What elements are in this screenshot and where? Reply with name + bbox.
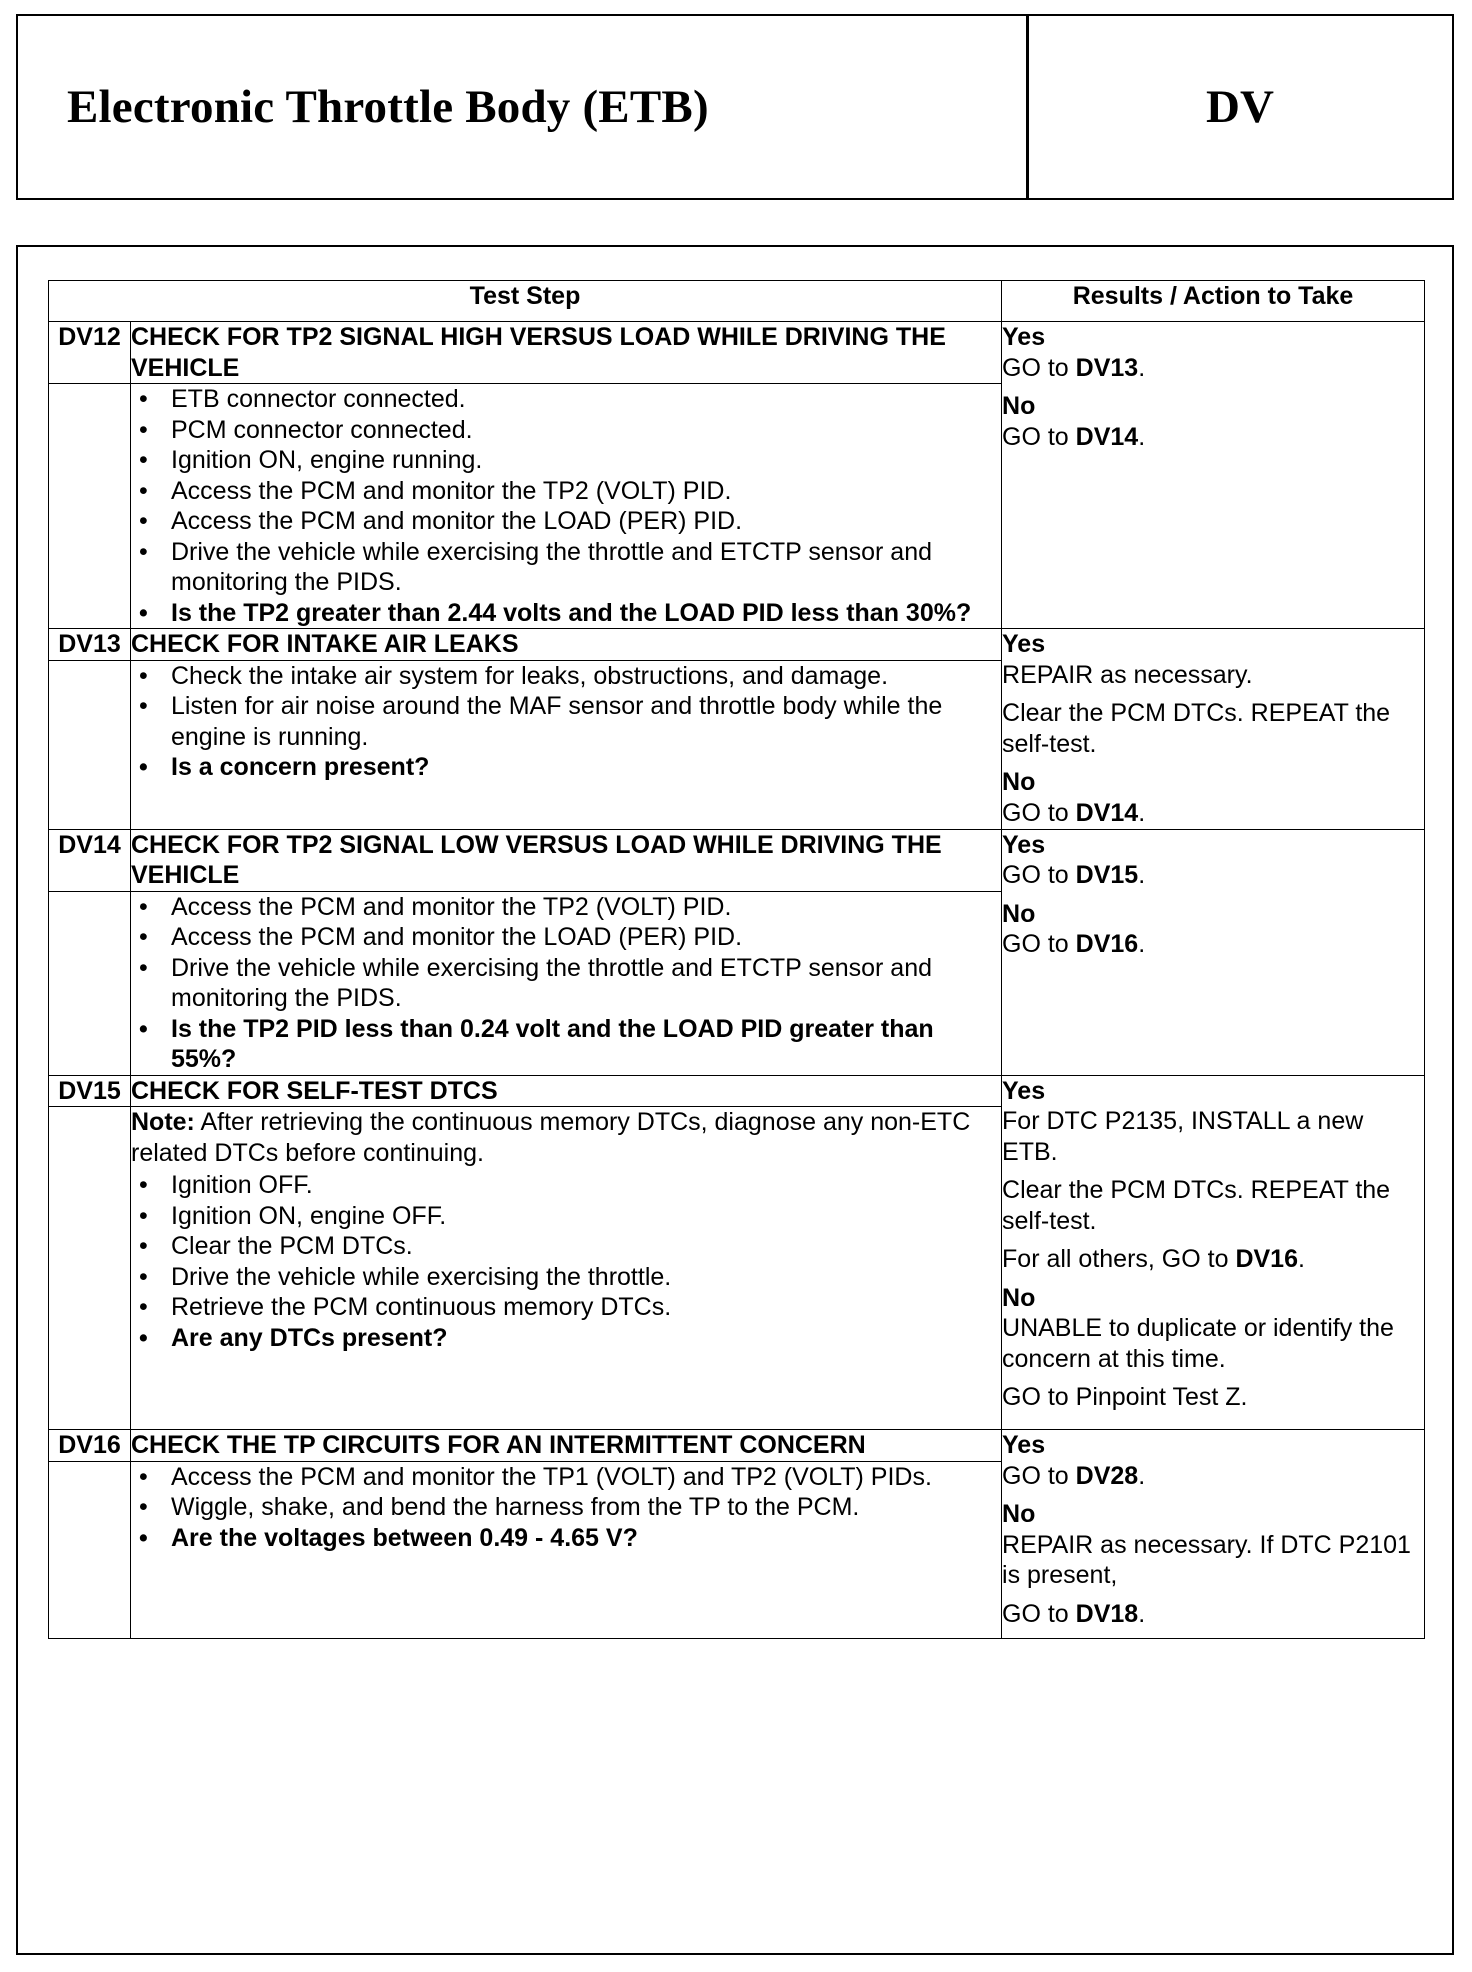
- step-bullet: • Wiggle, shake, and bend the harness from the TP to the PCM.: [131, 1492, 1001, 1523]
- no-label: No: [1002, 899, 1036, 928]
- action-text: For all others, GO to: [1002, 1245, 1236, 1273]
- table-header-row: [49, 281, 1425, 322]
- action-text: GO to: [1002, 422, 1076, 451]
- action-text: REPAIR as necessary. If DTC P2101 is present,: [1002, 1530, 1411, 1589]
- yes-action-line: [1002, 1175, 1424, 1236]
- yes-label: Yes: [1002, 1431, 1046, 1459]
- step-bullet-list: [131, 892, 1001, 1075]
- step-result: [1002, 829, 1425, 1075]
- step-id-spacer: [49, 891, 131, 1075]
- step-bullet: • Ignition OFF.: [131, 1170, 1001, 1201]
- action-text-end: .: [1138, 422, 1146, 451]
- step-bullet: • Access the PCM and monitor the TP2 (VOLT) PID.: [131, 476, 1001, 507]
- step-title-row: [49, 1430, 1425, 1462]
- result-block: [1002, 322, 1424, 452]
- header-box: [16, 14, 1454, 200]
- yes-action-line: [1002, 1244, 1424, 1275]
- step-result: [1002, 1075, 1425, 1430]
- yes-label: Yes: [1002, 630, 1046, 658]
- no-action-line: [1002, 422, 1424, 453]
- step-reference-link[interactable]: DV14: [1075, 422, 1139, 451]
- step-bullet: • Access the PCM and monitor the TP1 (VOLT) and TP2 (VOLT) PIDs.: [131, 1462, 1001, 1493]
- action-text-end: .: [1138, 1599, 1146, 1628]
- step-bullet: • Retrieve the PCM continuous memory DTCs.: [131, 1292, 1001, 1323]
- step-id-spacer: [49, 384, 131, 629]
- action-text: GO to Pinpoint Test Z.: [1002, 1383, 1248, 1411]
- no-label: No: [1002, 392, 1036, 420]
- action-text: UNABLE to duplicate or identify the concern at this time.: [1002, 1314, 1394, 1373]
- step-reference-link[interactable]: DV14: [1075, 798, 1139, 827]
- step-id: DV16: [49, 1430, 131, 1462]
- yes-action-line: [1002, 1461, 1424, 1492]
- yes-action-line: [1002, 860, 1424, 891]
- action-text-end: .: [1138, 930, 1146, 958]
- step-bullet: • Clear the PCM DTCs.: [131, 1231, 1001, 1262]
- test-step-table: [48, 280, 1425, 1639]
- no-action-line: [1002, 1313, 1424, 1374]
- step-question: • Is a concern present?: [131, 752, 1001, 783]
- step-bullet: • PCM connector connected.: [131, 415, 1001, 446]
- action-text: Clear the PCM DTCs. REPEAT the self-test.: [1002, 699, 1391, 758]
- no-action-line: [1002, 929, 1424, 960]
- step-question: • Is the TP2 greater than 2.44 volts and the LOAD PID less than 30%?: [131, 598, 1001, 629]
- action-text: Clear the PCM DTCs. REPEAT the self-test.: [1002, 1176, 1391, 1235]
- no-label: No: [1002, 1283, 1036, 1312]
- step-id-spacer: [49, 1107, 131, 1430]
- yes-label: Yes: [1002, 323, 1046, 351]
- step-bullet-list: [131, 661, 1001, 783]
- step-instructions: [131, 1107, 1002, 1430]
- yes-action-line: [1002, 353, 1424, 384]
- action-text: GO to: [1002, 861, 1076, 889]
- result-block: [1002, 1076, 1424, 1413]
- no-action-line: [1002, 1382, 1424, 1413]
- column-header-test-step: Test Step: [49, 281, 1002, 322]
- result-block: [1002, 1430, 1424, 1629]
- step-id: DV13: [49, 629, 131, 661]
- step-instructions: [131, 660, 1002, 829]
- no-action-line: [1002, 1599, 1424, 1630]
- action-text-end: .: [1138, 798, 1146, 827]
- step-bullet-list: [131, 1170, 1001, 1353]
- yes-action-line: [1002, 660, 1424, 691]
- yes-action-line: [1002, 698, 1424, 759]
- column-header-results: Results / Action to Take: [1002, 281, 1425, 322]
- step-bullet: • ETB connector connected.: [131, 384, 1001, 415]
- step-id-spacer: [49, 660, 131, 829]
- action-text: For DTC P2135, INSTALL a new ETB.: [1002, 1107, 1364, 1166]
- step-id: DV14: [49, 829, 131, 891]
- step-result: [1002, 1430, 1425, 1639]
- step-question: • Is the TP2 PID less than 0.24 volt and the LOAD PID greater than 55%?: [131, 1014, 1001, 1075]
- step-id: DV12: [49, 322, 131, 384]
- step-reference-link[interactable]: DV16: [1075, 930, 1139, 958]
- step-bullet: • Access the PCM and monitor the LOAD (PER) PID.: [131, 922, 1001, 953]
- step-title-row: [49, 322, 1425, 384]
- step-reference-link[interactable]: DV16: [1235, 1245, 1298, 1273]
- step-result: [1002, 629, 1425, 830]
- step-result: [1002, 322, 1425, 629]
- note-label: Note:: [131, 1108, 195, 1136]
- no-action-line: [1002, 798, 1424, 829]
- action-text-end: .: [1138, 353, 1146, 382]
- action-text-end: .: [1138, 1461, 1146, 1490]
- yes-label: Yes: [1002, 1076, 1046, 1105]
- no-label: No: [1002, 768, 1036, 796]
- step-bullet-list: [131, 1462, 1001, 1554]
- step-bullet: • Listen for air noise around the MAF sensor and throttle body while the engine is running.: [131, 691, 1001, 752]
- section-code: DV: [1206, 81, 1274, 133]
- no-action-line: [1002, 1530, 1424, 1591]
- step-bullet: • Drive the vehicle while exercising the throttle.: [131, 1262, 1001, 1293]
- step-instructions: [131, 891, 1002, 1075]
- step-bullet: • Access the PCM and monitor the LOAD (PER) PID.: [131, 506, 1001, 537]
- step-id-spacer: [49, 1461, 131, 1638]
- step-title: CHECK THE TP CIRCUITS FOR AN INTERMITTENT CONCERN: [131, 1430, 1002, 1462]
- step-bullet-list: [131, 384, 1001, 628]
- step-bullet: • Check the intake air system for leaks, obstructions, and damage.: [131, 661, 1001, 692]
- action-text-end: .: [1138, 861, 1146, 889]
- step-title: CHECK FOR TP2 SIGNAL LOW VERSUS LOAD WHILE DRIVING THE VEHICLE: [131, 829, 1002, 891]
- step-title: CHECK FOR SELF-TEST DTCS: [131, 1075, 1002, 1107]
- yes-action-line: [1002, 1106, 1424, 1167]
- step-title: CHECK FOR INTAKE AIR LEAKS: [131, 629, 1002, 661]
- yes-label: Yes: [1002, 830, 1046, 859]
- step-note: [131, 1107, 1001, 1168]
- step-reference-link[interactable]: DV13: [1075, 353, 1139, 382]
- step-title: CHECK FOR TP2 SIGNAL HIGH VERSUS LOAD WHILE DRIVING THE VEHICLE: [131, 322, 1002, 384]
- action-text: REPAIR as necessary.: [1002, 660, 1253, 689]
- step-reference-link[interactable]: DV15: [1075, 861, 1139, 889]
- step-bullet: • Ignition ON, engine OFF.: [131, 1201, 1001, 1232]
- action-text: GO to: [1002, 1461, 1076, 1490]
- step-instructions: [131, 1461, 1002, 1638]
- step-question: • Are the voltages between 0.49 - 4.65 V?: [131, 1523, 1001, 1554]
- action-text: GO to: [1002, 798, 1076, 827]
- step-question: • Are any DTCs present?: [131, 1323, 1001, 1354]
- step-instructions: [131, 384, 1002, 629]
- step-bullet: • Drive the vehicle while exercising the throttle and ETCTP sensor and monitoring the PIDS.: [131, 537, 1001, 598]
- step-reference-link[interactable]: DV18: [1075, 1599, 1139, 1628]
- action-text: GO to: [1002, 1599, 1076, 1628]
- step-id: DV15: [49, 1075, 131, 1107]
- step-bullet: • Drive the vehicle while exercising the throttle and ETCTP sensor and monitoring the PIDS.: [131, 953, 1001, 1014]
- step-bullet: • Access the PCM and monitor the TP2 (VOLT) PID.: [131, 892, 1001, 923]
- result-block: [1002, 629, 1424, 828]
- action-text: GO to: [1002, 930, 1076, 958]
- step-title-row: [49, 829, 1425, 891]
- action-text-end: .: [1297, 1245, 1305, 1273]
- step-title-row: [49, 629, 1425, 661]
- step-bullet: • Ignition ON, engine running.: [131, 445, 1001, 476]
- note-text: After retrieving the continuous memory DTCs, diagnose any non-ETC related DTCs before continuing.: [131, 1108, 971, 1167]
- no-label: No: [1002, 1500, 1036, 1528]
- action-text: GO to: [1002, 353, 1076, 382]
- step-title-row: [49, 1075, 1425, 1107]
- page-title: Electronic Throttle Body (ETB): [67, 81, 709, 133]
- step-reference-link[interactable]: DV28: [1075, 1461, 1139, 1490]
- result-block: [1002, 830, 1424, 960]
